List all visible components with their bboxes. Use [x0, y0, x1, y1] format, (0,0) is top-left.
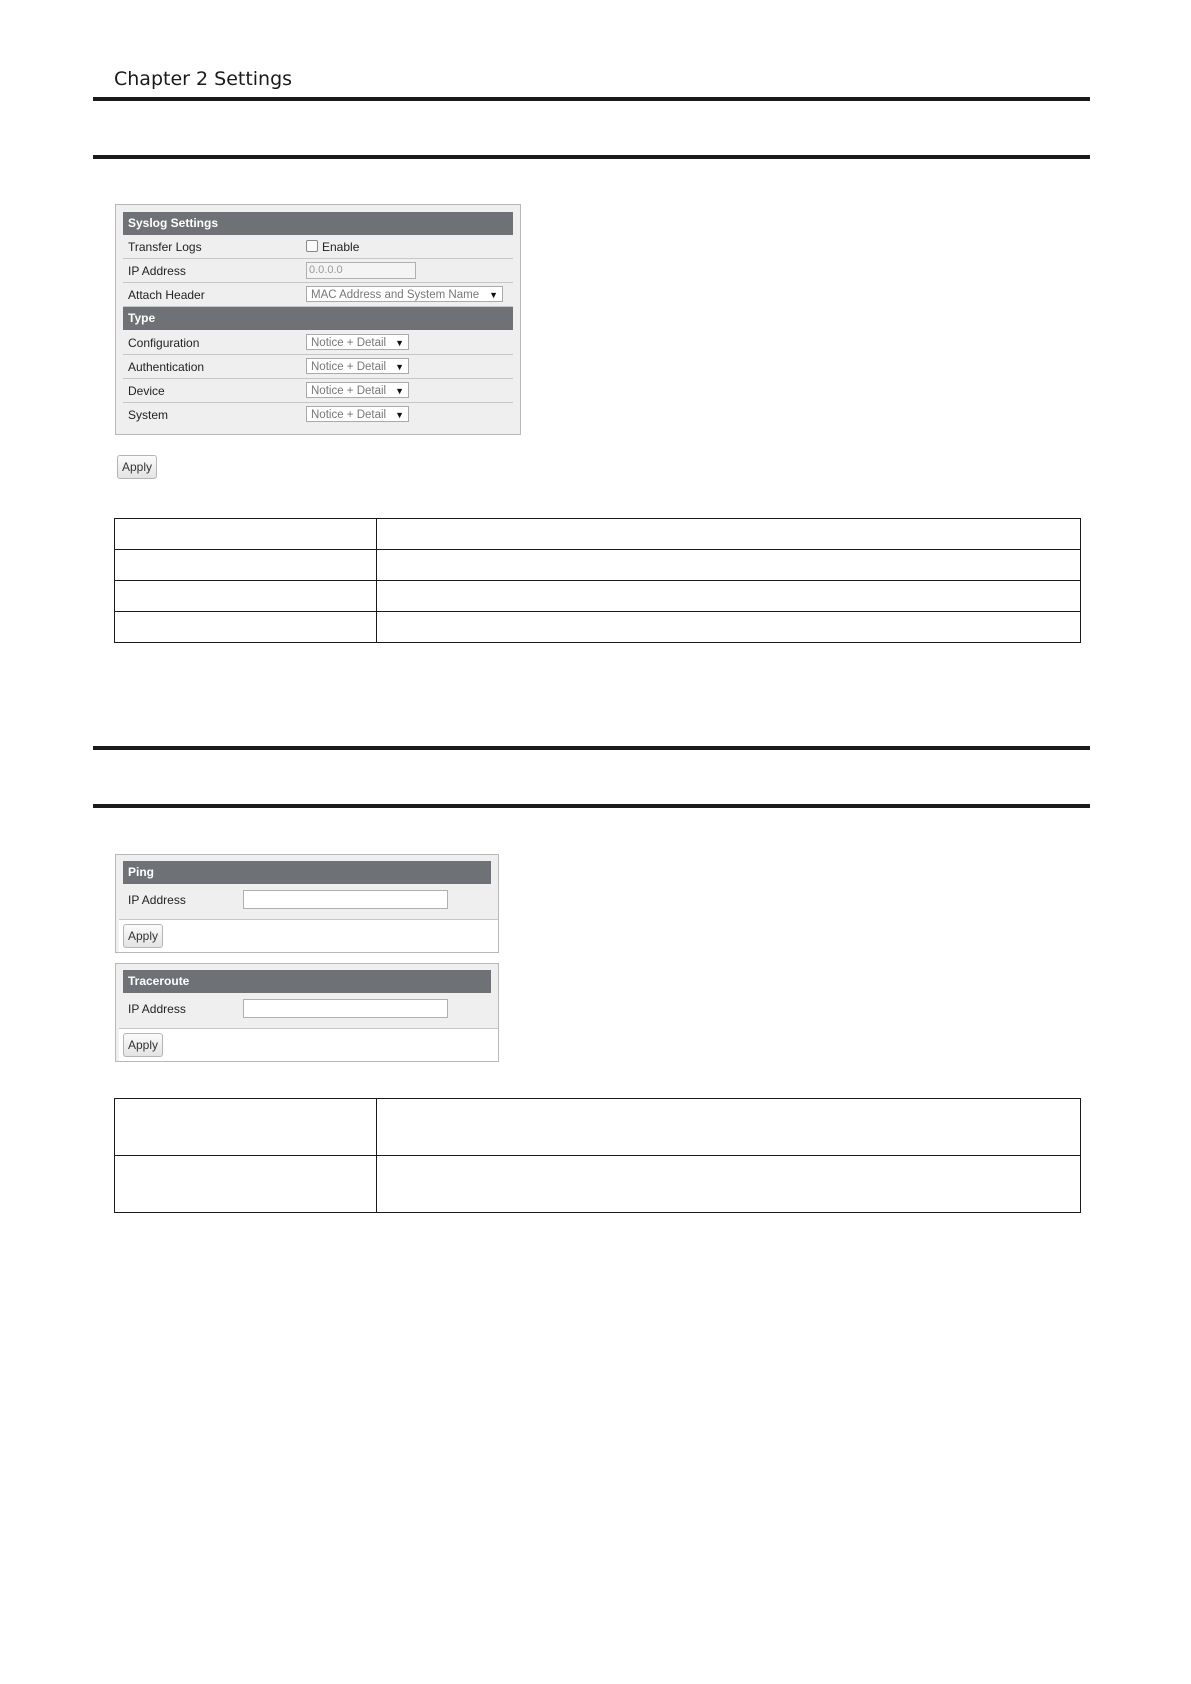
- type-row-system: [123, 403, 513, 427]
- traceroute-apply-button[interactable]: Apply: [123, 1033, 163, 1057]
- header-rule: [93, 97, 1090, 101]
- table-cell: [115, 550, 377, 581]
- section-rule-top: [93, 155, 1090, 159]
- table-cell: [115, 1156, 377, 1213]
- configuration-label: Configuration: [128, 336, 200, 350]
- table-cell: [115, 581, 377, 612]
- table-row: [115, 1099, 1081, 1156]
- chevron-down-icon: ▼: [395, 362, 404, 372]
- ping-apply-button[interactable]: Apply: [123, 924, 163, 948]
- chevron-down-icon: ▼: [395, 386, 404, 396]
- table-cell: [115, 612, 377, 643]
- type-title: Type: [123, 307, 513, 330]
- table-cell: [377, 581, 1081, 612]
- table-cell: [377, 1156, 1081, 1213]
- authentication-label: Authentication: [128, 360, 205, 374]
- system-label: System: [128, 408, 169, 422]
- enable-checkbox[interactable]: [306, 240, 359, 254]
- table-cell: [377, 550, 1081, 581]
- syslog-ip-input[interactable]: 0.0.0.0: [306, 262, 416, 279]
- table-cell: [377, 612, 1081, 643]
- checkbox-icon[interactable]: [306, 240, 318, 252]
- configuration-select[interactable]: [306, 334, 409, 350]
- diagnostics-description-table: [114, 1098, 1081, 1213]
- device-select[interactable]: [306, 382, 409, 398]
- authentication-select[interactable]: [306, 358, 409, 374]
- ping-apply-row: [119, 919, 498, 952]
- table-cell: [115, 519, 377, 550]
- section-rule-bottom: [93, 804, 1090, 808]
- syslog-settings-panel: [115, 204, 521, 435]
- table-row: [115, 1156, 1081, 1213]
- attach-header-row: [123, 283, 513, 307]
- traceroute-title: Traceroute: [123, 970, 491, 993]
- table-row: [115, 581, 1081, 612]
- table-cell: [377, 519, 1081, 550]
- ip-address-label: IP Address: [128, 264, 186, 278]
- system-select[interactable]: [306, 406, 409, 422]
- table-cell: [377, 1099, 1081, 1156]
- attach-header-select[interactable]: [306, 286, 503, 302]
- configuration-value: Notice + Detail: [311, 337, 387, 349]
- ping-panel: [115, 854, 499, 953]
- chevron-down-icon: ▼: [395, 410, 404, 420]
- ping-ip-label: IP Address: [128, 893, 186, 907]
- table-row: [115, 550, 1081, 581]
- system-value: Notice + Detail: [311, 409, 387, 421]
- type-row-device: [123, 379, 513, 403]
- authentication-value: Notice + Detail: [311, 361, 387, 373]
- traceroute-apply-row: [119, 1028, 498, 1061]
- device-value: Notice + Detail: [311, 385, 387, 397]
- ping-title: Ping: [123, 861, 491, 884]
- traceroute-ip-label: IP Address: [128, 1002, 186, 1016]
- section-rule-top: [93, 746, 1090, 750]
- table-row: [115, 519, 1081, 550]
- table-row: [115, 612, 1081, 643]
- chevron-down-icon: ▼: [489, 290, 498, 300]
- type-row-authentication: [123, 355, 513, 379]
- transfer-logs-row: [123, 235, 513, 259]
- ping-ip-input[interactable]: [243, 890, 448, 909]
- enable-label: Enable: [322, 240, 360, 254]
- syslog-apply-button[interactable]: Apply: [117, 455, 157, 479]
- traceroute-ip-input[interactable]: [243, 999, 448, 1018]
- syslog-settings-title: Syslog Settings: [123, 212, 513, 235]
- chevron-down-icon: ▼: [395, 338, 404, 348]
- chapter-title: Chapter 2 Settings: [114, 68, 293, 90]
- attach-header-value: MAC Address and System Name: [311, 289, 480, 301]
- device-label: Device: [128, 384, 165, 398]
- ip-address-row: [123, 259, 513, 283]
- traceroute-panel: [115, 963, 499, 1062]
- transfer-logs-label: Transfer Logs: [128, 240, 202, 254]
- syslog-description-table: [114, 518, 1081, 643]
- type-row-configuration: [123, 331, 513, 355]
- attach-header-label: Attach Header: [128, 288, 205, 302]
- table-cell: [115, 1099, 377, 1156]
